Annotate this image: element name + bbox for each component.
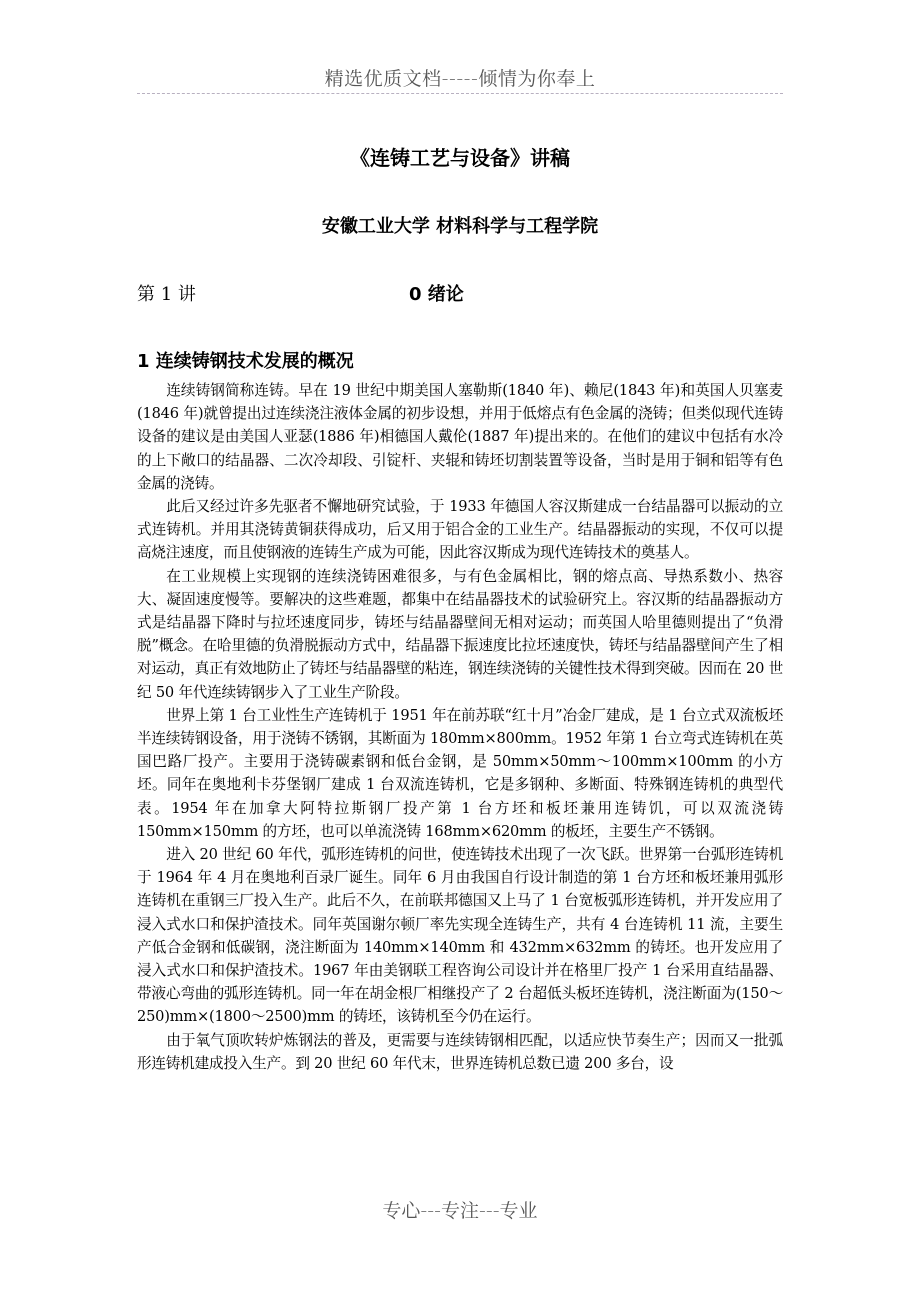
page-footer: 专心---专注---专业 (382, 1200, 538, 1222)
page-header: 精选优质文档-----倾情为你奉上 (324, 68, 596, 90)
document-title: 《连铸工艺与设备》讲稿 (350, 146, 570, 170)
lecture-topic: 0 绪论 (409, 284, 464, 305)
paragraph: 世界上第 1 台工业性生产连铸机于 1951 年在前苏联“红十月”冶金厂建成，是 1 台立式双流板坯半连续铸钢设备，用于浇铸不锈钢，其断面为 180mm×800mm。1952 年第 1 台立弯式连铸机在英国巴路厂投产。主要用于浇铸碳素钢和低台金钢，是 50mm×50mm～100mm×100mm 的小方坯。同年在奥地利卡芬堡钢厂建成 1 台双流连铸机，它是多钢种、多断面、特殊钢连铸机的典型代表。1954 年在加拿大阿特拉斯钢厂投产第 1 台方坯和板坯兼用连铸饥，可以双流浇铸 150mm×150mm 的方坯，也可以单流浇铸 168mm×620mm 的板坯，主要生产不锈钢。 (137, 706, 783, 840)
paragraph: 在工业规模上实现钢的连续浇铸困难很多，与有色金属相比，钢的熔点高、导热系数小、热容大、凝固速度慢等。要解决的这些难题，都集中在结晶器技术的试验研究上。容汉斯的结晶器振动方式是结晶器下降时与拉坯速度同步，铸坯与结晶器壁间无相对运动；而英国人哈里德则提出了“负滑脱”概念。在哈里德的负滑脱振动方式中，结晶器下振速度比拉坯速度快，铸坯与结晶器壁间产生了相对运动，真正有效地防止了铸坯与结晶器壁的粘连，钢连续浇铸的关键性技术得到突破。因而在 20 世纪 50 年代连续铸钢步入了工业生产阶段。 (137, 567, 783, 701)
document-subtitle: 安徽工业大学 材料科学与工程学院 (321, 216, 599, 237)
lecture-number: 第 1 讲 (137, 284, 196, 305)
header-divider (137, 93, 783, 94)
paragraph: 此后又经过许多先驱者不懈地研究试验，于 1933 年德国人容汉斯建成一台结晶器可以振动的立式连铸机。并用其浇铸黄铜获得成功，后又用于铝合金的工业生产。结晶器振动的实现，不仅可以提高烧注速度，而且使钢液的连铸生产成为可能，因此容汉斯成为现代连铸技术的奠基人。 (137, 498, 783, 562)
paragraph: 进入 20 世纪 60 年代，弧形连铸机的问世，使连铸技术出现了一次飞跃。世界第一台弧形连铸机于 1964 年 4 月在奥地利百录厂诞生。同年 6 月由我国自行设计制造的第 1 台方坯和板坯兼用弧形连铸机在重钢三厂投入生产。此后不久，在前联邦德国又上马了 1 台宽板弧形连铸机，并开发应用了浸入式水口和保护渣技术。同年英国谢尔顿厂率先实现全连铸生产，共有 4 台连铸机 11 流，主要生产低合金钢和低碳钢，浇注断面为 140mm×140mm 和 432mm×632mm 的铸坯。也开发应用了浸入式水口和保护渣技术。1967 年由美钢联工程咨询公司设计并在格里厂投产 1 台采用直结晶器、带液心弯曲的弧形连铸机。同一年在胡金根厂相继投产了 2 台超低头板坯连铸机，浇注断面为(150～250)mm×(1800～2500)mm 的铸坯，该铸机至今仍在运行。 (137, 846, 783, 1026)
section-heading: 1 连续铸钢技术发展的概况 (137, 351, 354, 372)
body-text (137, 379, 783, 1075)
paragraph: 由于氧气顶吹转炉炼钢法的普及，更需要与连续铸钢相匹配，以适应快节奏生产；因而又一批弧形连铸机建成投入生产。到 20 世纪 60 年代末，世界连铸机总数已遗 200 多台，设 (137, 1031, 783, 1072)
paragraph: 连续铸钢简称连铸。早在 19 世纪中期美国人塞勒斯(1840 年)、赖尼(1843 年)和英国人贝塞麦(1846 年)就曾提出过连续浇注液体金属的初步设想，并用于低熔点有色金属的浇铸；但类似现代连铸设备的建议是由美国人亚瑟(1886 年)相德国人戴伦(1887 年)提出来的。在他们的建议中包括有水冷的上下敞口的结晶器、二次冷却段、引锭杆、夹辊和铸坯切割装置等设备，当时是用于铜和铝等有色金属的浇铸。 (137, 382, 783, 492)
